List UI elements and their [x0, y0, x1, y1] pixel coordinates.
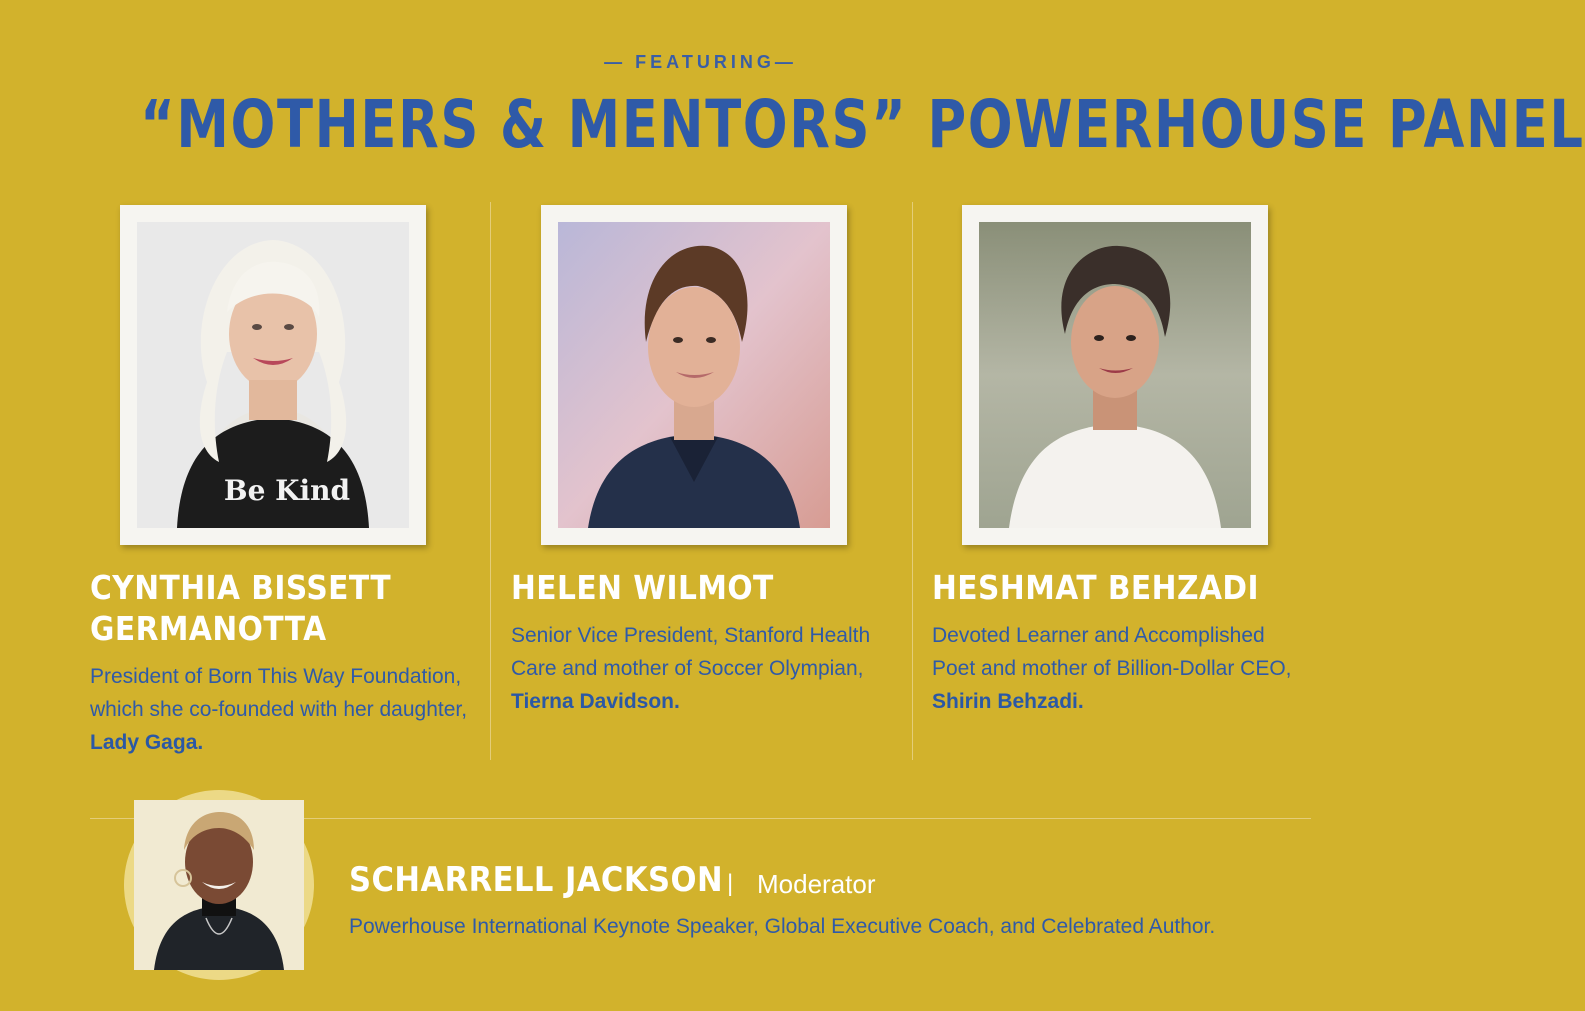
panelist-name: HELEN WILMOT — [511, 568, 774, 607]
bio-text: President of Born This Way Foundation, which she co-founded with her daughter, — [90, 665, 468, 721]
page-title: “MOTHERS & MENTORS” POWERHOUSE PANEL — [140, 86, 1585, 163]
bio-highlight: Shirin Behzadi. — [932, 690, 1084, 713]
bio-text: Devoted Learner and Accomplished Poet and mother of Billion-Dollar CEO, — [932, 624, 1292, 680]
photo-frame — [962, 205, 1268, 545]
panelist-card — [511, 202, 911, 762]
moderator-photo — [134, 800, 304, 970]
moderator-separator: | — [727, 870, 734, 897]
column-divider — [912, 202, 913, 760]
bio-highlight: Lady Gaga. — [90, 731, 204, 754]
bio-highlight: Tierna Davidson. — [511, 690, 680, 713]
panelist-photo — [137, 222, 409, 528]
panelist-bio — [90, 660, 475, 759]
moderator-role: Moderator — [757, 869, 876, 899]
shirt-text: Be Kind — [223, 474, 351, 507]
moderator-avatar — [124, 790, 314, 980]
panelist-bio — [511, 619, 876, 718]
column-divider — [490, 202, 491, 760]
panelist-bio — [932, 619, 1307, 718]
panelist-card — [932, 202, 1332, 762]
moderator-name: SCHARRELL JACKSON — [349, 860, 724, 900]
panelist-card — [90, 202, 490, 762]
panelist-name: CYNTHIA BISSETT GERMANOTTA — [90, 568, 392, 648]
photo-frame — [120, 205, 426, 545]
moderator-bio: Powerhouse International Keynote Speaker, Global Executive Coach, and Celebrated Author. — [349, 915, 1216, 938]
photo-frame — [541, 205, 847, 545]
panelist-photo — [558, 222, 830, 528]
eyebrow-text: — FEATURING— — [604, 52, 797, 72]
panelist-photo — [979, 222, 1251, 528]
panelist-name: HESHMAT BEHZADI — [932, 568, 1259, 607]
bio-text: Senior Vice President, Stanford Health Care and mother of Soccer Olympian, — [511, 624, 871, 680]
